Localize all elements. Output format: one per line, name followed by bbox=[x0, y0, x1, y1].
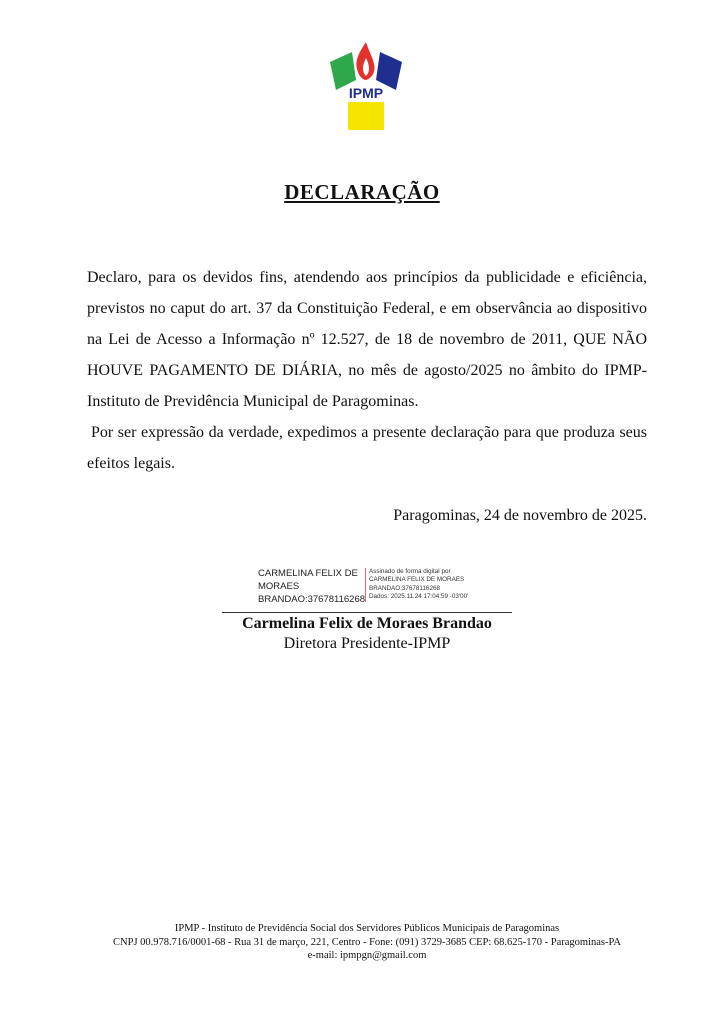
logo-text: IPMP bbox=[348, 85, 384, 101]
signature-name: CARMELINA FELIX DE MORAES BRANDAO:37678116268 bbox=[258, 568, 366, 605]
closing-paragraph: Por ser expressão da verdade, expedimos a presente declaração para que produza seus efeitos legais. bbox=[87, 424, 647, 472]
page-footer bbox=[0, 922, 724, 963]
document-title: DECLARAÇÃO bbox=[284, 180, 440, 204]
footer-email: e-mail: ipmpgn@gmail.com bbox=[307, 950, 427, 961]
signer-name: Carmelina Felix de Moraes Brandao bbox=[242, 615, 492, 632]
footer-address: CNPJ 00.978.716/0001-68 - Rua 31 de março, 221, Centro - Fone: (091) 3729-3685 CEP: 68.625-170 - Paragominas-PA bbox=[113, 936, 621, 948]
signer-role: Diretora Presidente-IPMP bbox=[283, 635, 451, 652]
ipmp-logo bbox=[328, 40, 404, 132]
logo-yellow-base bbox=[348, 102, 384, 130]
date-line: Paragominas, 24 de novembro de 2025. bbox=[393, 507, 647, 524]
declaration-paragraph: Declaro, para os devidos fins, atendendo aos princípios da publicidade e eficiência, previstos no caput do art. 37 da Constituição Federal, e em observância ao dispositivo na Lei de Acesso a Informação nº 12.527, de 18 de novembro de 2011, QUE NÃO HOUVE PAGAMENTO DE DIÁRIA, no mês de agosto/2025 no âmbito do IPMP-Instituto de Previdência Municipal de Paragominas. bbox=[87, 269, 647, 410]
digital-signature-stamp bbox=[258, 567, 512, 611]
signature-details: Assinado de forma digital por CARMELINA FELIX DE MORAES BRANDAO:37678116268 Dados: 2025.11.24 17:04:59 -03'00' bbox=[365, 568, 468, 602]
declaration-body bbox=[87, 262, 647, 479]
signature-line bbox=[222, 612, 512, 613]
footer-institution: IPMP - Instituto de Previdência Social dos Servidores Públicos Municipais de Paragominas bbox=[174, 923, 560, 934]
